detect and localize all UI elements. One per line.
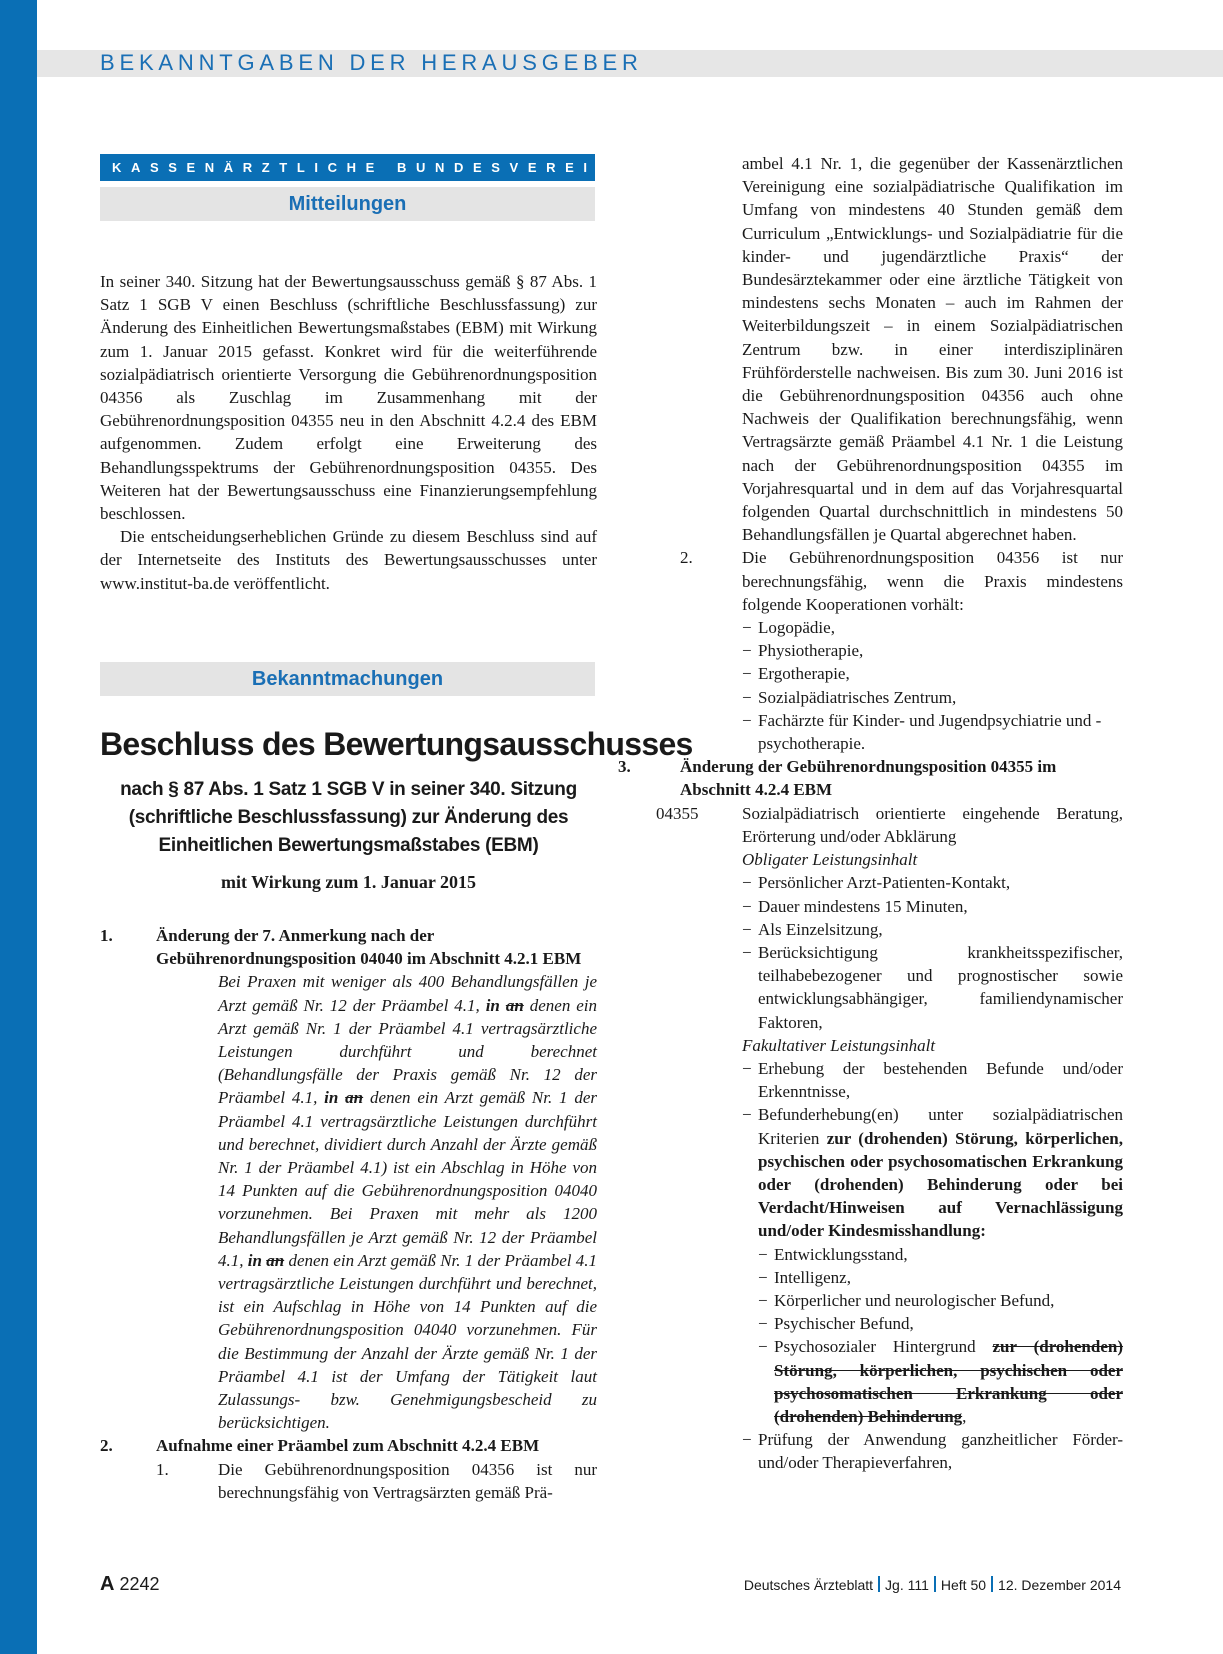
- deleted-an: an: [266, 1250, 285, 1270]
- fakultativ-list: [742, 1057, 1123, 1475]
- obligat-list: [742, 871, 1123, 1033]
- item-2-1-text-cont: ambel 4.1 Nr. 1, die gegenüber der Kassenärztlichen Vereinigung eine sozialpädiatrische Qualifikation im Umfang von mindestens 40 Stunden gemäß dem Curriculum „Entwicklungs- und Sozialpädiatrie für die kinder- und jugendärztliche Praxis“ der Bundesärztekammer oder eine ärztliche Tätigkeit von mindestens sechs Monaten – auch im Rahmen der Weiterbildungszeit – in einem Sozialpädiatrischen Zentrum bzw. in einer interdisziplinären Frühförderstelle nachweisen. Bis zum 30. Juni 2016 ist die Gebührenordnungsposition 04356 auch ohne Nachweis der Qualifikation berechnungsfähig, wenn Vertragsärzte gemäß Präambel 4.1 Nr. 1 die Leistung nach der Gebührenordnungsposition 04355 im Vorjahresquartal und in dem auf das Vorjahresquartal folgenden Quartal durchschnittlich in mindestens 50 Behandlungsfällen je Quartal abgerechnet haben.: [742, 154, 1123, 545]
- item-1-text-d: denen ein Arzt gemäß Nr. 1 der Präambel 4.1 vertragsärztliche Leistungen durchführt und berechnet, ist ein Aufschlag in Höhe von 14 Punkten auf die Gebührenordnungsposition 04040 vorzunehmen. Für die Bestimmung der Anzahl der Ärzte gemäß Nr. 1 der Präambel 4.1 ist der Umfang der Tätigkeit laut Zulassungs- bzw. Genehmigungsbescheid zu berücksichtigen.: [218, 1250, 598, 1433]
- section-header: BEKANNTGABEN DER HERAUSGEBER: [100, 50, 643, 75]
- document-subtitle: nach § 87 Abs. 1 Satz 1 SGB V in seiner 340. Sitzung (schriftliche Beschlussfassung) zur Änderung des Einheitlichen Bewertungsmaßstabes (EBM): [120, 779, 577, 856]
- left-body: [100, 924, 597, 1504]
- footer-separator: [934, 1576, 936, 1592]
- item-1: [100, 924, 597, 970]
- inserted-in: in: [324, 1088, 339, 1108]
- list-item: − Fachärzte für Kinder- und Jugendpsychiatrie und -psychotherapie.: [742, 709, 1123, 755]
- item-2-1-text-start: Die Gebührenordnungsposition 04356 ist nur berechnungsfähig von Vertragsärzten gemäß Prä-: [218, 1459, 597, 1502]
- page-num: 2242: [119, 1574, 160, 1594]
- mitteilungen-heading: Mitteilungen: [100, 187, 595, 221]
- list-item: − Berücksichtigung krankheitsspezifischer, teilhabebezogener und prognostischer sowie entwicklungsabhängiger, familiendynamischer Faktoren,: [742, 941, 1123, 1034]
- fak-2-text: Befunderhebung(en) unter sozialpädiatrischen Kriterien: [758, 1105, 1123, 1148]
- list-item: − Entwicklungsstand,: [758, 1243, 1123, 1266]
- list-item: − Körperlicher und neurologischer Befund,: [758, 1289, 1123, 1312]
- list-item: − Prüfung der Anwendung ganzheitlicher Förder- und/oder Therapieverfahren,: [742, 1428, 1123, 1474]
- obligat-heading: Obligater Leistungsinhalt: [742, 850, 918, 870]
- gop-04355: [624, 802, 1123, 1475]
- bekanntmachungen-heading: Bekanntmachungen: [100, 662, 595, 696]
- document-title: Beschluss des Bewertungsausschusses: [100, 726, 693, 762]
- footer-separator: [878, 1576, 880, 1592]
- list-item: − Dauer mindestens 15 Minuten,: [742, 895, 1123, 918]
- inserted-in: in: [485, 995, 500, 1015]
- intro-paragraph-1: In seiner 340. Sitzung hat der Bewertungsausschuss gemäß § 87 Abs. 1 Satz 1 SGB V einen Beschluss (schriftliche Beschlussfassung) zur Änderung des Einheitlichen Bewertungsmaßstabes (EBM) mit Wirkung zum 1. Januar 2015 gefasst. Konkret wird für die weiterführende sozialpädiatrisch orientierte Versorgung die Gebührenordnungsposition 04356 als Zuschlag im Zusammenhang mit der Gebührenordnungsposition 04355 neu in den Abschnitt 4.2.4 des EBM aufgenommen. Zudem erfolgt eine Erweiterung des Behandlungsspektrums der Gebührenordnungsposition 04355. Des Weiteren hat der Bewertungsausschuss eine Finanzierungsempfehlung beschlossen.: [100, 272, 597, 524]
- item-2-heading: Aufnahme einer Präambel zum Abschnitt 4.2.4 EBM: [156, 1436, 540, 1456]
- item-1-text: [100, 970, 597, 1434]
- psych-end: ,: [962, 1406, 967, 1426]
- journal-volume: Jg. 111: [885, 1577, 929, 1593]
- item-3-heading: Änderung der Gebührenordnungsposition 04355 im Abschnitt 4.2.4 EBM: [680, 757, 1057, 800]
- footer-separator: [991, 1576, 993, 1592]
- item-2-2-number: 2.: [680, 548, 693, 568]
- journal-name: Deutsches Ärzteblatt: [743, 1577, 874, 1593]
- gop-number: 04355: [656, 803, 699, 823]
- fak-2-inserted: zur (drohenden) Störung, körperlichen, psychischen oder psychosomatischen Erkrankung oder (drohenden) Behinderung oder bei Verdacht/Hinweisen auf Vernachlässigung und/oder Kindesmisshandlung:: [758, 1128, 1123, 1241]
- fakultativ-heading: Fakultativer Leistungsinhalt: [742, 1035, 936, 1055]
- item-2-2: [624, 546, 1123, 755]
- list-item: − Persönlicher Arzt-Patienten-Kontakt,: [742, 871, 1123, 894]
- list-item: [758, 1335, 1123, 1428]
- befund-sublist: [758, 1243, 1123, 1429]
- item-1-text-c: denen ein Arzt gemäß Nr. 1 der Präambel 4.1 vertragsärztliche Leistungen durchführt und berechnet, dividiert durch Anzahl der Ärzte gemäß Nr. 1 der Präambel 4.1) ist ein Abschlag in Höhe von 14 Punkten auf die Gebührenordnungsposition 04040 vorzunehmen. Bei Praxen mit mehr als 1200 Behandlungsfällen je Arzt gemäß Nr. 12 der Präambel 4.1,: [218, 1088, 598, 1270]
- inserted-in: in: [247, 1250, 262, 1270]
- psych-deleted: zur (drohenden) Störung, körperlichen, psychischen oder psychosomatischen Erkrankung oder (drohenden) Behinderung: [774, 1337, 1124, 1426]
- list-item: − Psychischer Befund,: [758, 1312, 1123, 1335]
- item-2-number: 2.: [100, 1436, 113, 1456]
- intro-text: [100, 270, 597, 595]
- right-body: [618, 152, 1124, 1475]
- page-prefix: A: [100, 1573, 115, 1595]
- effective-date: mit Wirkung zum 1. Januar 2015: [220, 872, 477, 892]
- item-1-text-a: Bei Praxen mit weniger als 400 Behandlungsfällen je Arzt gemäß Nr. 12 der Präambel 4.1,: [218, 972, 597, 1015]
- list-item: − Ergotherapie,: [742, 662, 1123, 685]
- list-item: − Logopädie,: [742, 616, 1123, 639]
- item-3: [618, 755, 1123, 801]
- intro-paragraph-2: Die entscheidungserheblichen Gründe zu diesem Beschluss sind auf der Internetseite des Instituts des Bewertungsausschusses unter www.institut-ba.de veröffentlicht.: [100, 527, 597, 593]
- journal-date: 12. Dezember 2014: [998, 1577, 1121, 1593]
- list-item: − Physiotherapie,: [742, 639, 1123, 662]
- journal-footer: [744, 1576, 1121, 1593]
- item-1-heading: Änderung der 7. Anmerkung nach der Gebührenordnungsposition 04040 im Abschnitt 4.2.1 EBM: [156, 926, 582, 969]
- item-2-1: [100, 1458, 597, 1504]
- item-3-number: 3.: [618, 757, 631, 777]
- list-item: − Erhebung der bestehenden Befunde und/oder Erkenntnisse,: [742, 1057, 1123, 1103]
- page-number: [100, 1573, 160, 1596]
- item-1-number: 1.: [100, 926, 113, 945]
- psych-text: Psychosozialer Hintergrund: [774, 1337, 976, 1357]
- deleted-an: an: [505, 995, 524, 1015]
- gop-description: Sozialpädiatrisch orientierte eingehende Beratung, Erörterung und/oder Abklärung: [742, 803, 1123, 846]
- list-item: − Intelligenz,: [758, 1266, 1123, 1289]
- list-item: [742, 1103, 1123, 1428]
- item-2-1-number: 1.: [156, 1459, 169, 1479]
- item-1-text-b: denen ein Arzt gemäß Nr. 1 der Präambel 4.1 vertragsärztliche Leistungen durchführt und berechnet (Behandlungsfälle der Praxis gemäß Nr. 12 der Präambel 4.1,: [218, 995, 598, 1108]
- list-item: − Sozialpädiatrisches Zentrum,: [742, 686, 1123, 709]
- kbv-bar: KASSENÄRZTLICHE BUNDESVEREINIGUNG: [100, 154, 595, 181]
- kooperation-list: [742, 616, 1123, 755]
- item-2: [100, 1434, 597, 1457]
- deleted-an: an: [345, 1088, 364, 1108]
- left-sidebar-stripe: [0, 0, 37, 1654]
- list-item: − Als Einzelsitzung,: [742, 918, 1123, 941]
- journal-issue: Heft 50: [940, 1577, 987, 1593]
- item-2-2-text: Die Gebührenordnungsposition 04356 ist nur berechnungsfähig, wenn die Praxis mindestens folgende Kooperationen vorhält:: [742, 548, 1123, 614]
